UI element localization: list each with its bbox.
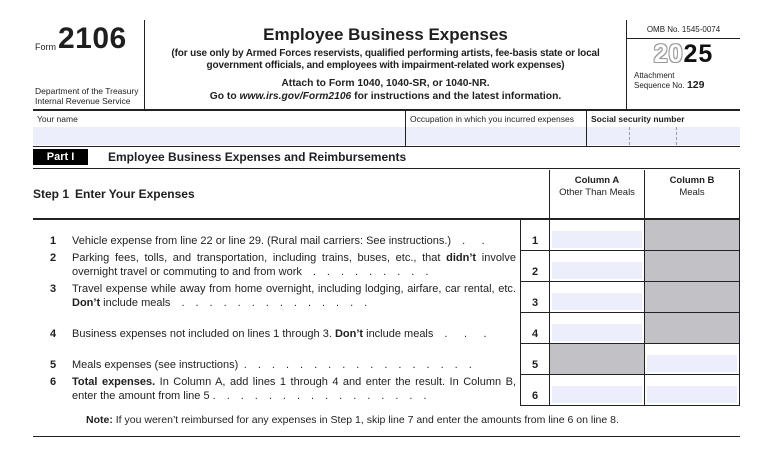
part1-heading: Employee Business Expenses and Reimbursements (108, 150, 407, 164)
column-b-subtitle: Meals (679, 186, 705, 198)
dot-leader: . . . (433, 327, 487, 340)
line6-colB-cell (644, 375, 740, 406)
identity-row (33, 111, 740, 147)
line4-colA-field[interactable] (552, 324, 642, 341)
line6-box-number: 6 (520, 375, 549, 406)
ssn-cell (586, 111, 740, 146)
occupation-cell (405, 111, 586, 146)
line4-colB-shaded (644, 313, 740, 344)
form-number-block (33, 20, 145, 109)
line1-colB-shaded (644, 220, 740, 251)
subtitle-line-1: (for use only by Armed Forces reservists, qualified performing artists, fee-basis state or local (171, 48, 600, 59)
occupation-field[interactable] (406, 127, 586, 145)
your-name-label: Your name (37, 114, 78, 124)
step1-band (33, 170, 740, 218)
your-name-cell (33, 111, 405, 146)
line2-colA-field[interactable] (552, 262, 642, 279)
line4-description (33, 313, 520, 344)
step1-heading: Step 1 Enter Your Expenses (33, 187, 195, 201)
line3-colB-shaded (644, 282, 740, 313)
omb-number: OMB No. 1545-0074 (627, 20, 740, 39)
table-row-line5 (33, 344, 740, 375)
line6-description (33, 375, 520, 406)
line4-colA-cell (549, 313, 644, 344)
bottom-rule (33, 436, 740, 437)
your-name-field[interactable] (33, 127, 405, 145)
occupation-label: Occupation in which you incurred expenses (410, 114, 574, 124)
dept-line-1: Department of the Treasury (35, 86, 139, 96)
form-title: Employee Business Expenses (263, 25, 508, 44)
irs-url-text: www.irs.gov/Form2106 (239, 90, 352, 102)
column-a-header (549, 170, 644, 218)
line4-item-number: 4 (50, 327, 57, 340)
goto-instruction (145, 91, 626, 104)
subtitle-line-2: government officials, and employees with impairment-related work expenses) (206, 60, 565, 71)
sequence-number: 129 (686, 78, 705, 91)
dot-leader: . . . . . . . . . . . . . . . (215, 389, 427, 402)
expense-table (33, 218, 740, 406)
dot-leader: . . (451, 234, 485, 247)
ssn-label: Social security number (591, 114, 685, 124)
table-row-line4 (33, 313, 740, 344)
note-text: If you weren’t reimbursed for any expenses in Step 1, skip line 7 and enter the amounts from line 6 on line 8. (112, 414, 619, 426)
column-a-subtitle: Other Than Meals (559, 186, 635, 198)
ssn-separator-2 (676, 127, 677, 145)
table-row-line6 (33, 375, 740, 406)
line1-colA-cell (549, 220, 644, 251)
sequence-label: Sequence No. (634, 80, 687, 90)
line6-colA-cell (549, 375, 644, 406)
part1-rule (33, 168, 740, 169)
line4-text: Business expenses not included on lines 1 through 3. Don’t include meals . . . (72, 327, 487, 340)
dot-leader: . . . . . . . . . . . . . . (170, 296, 368, 309)
note-label: Note: (86, 414, 113, 426)
goto-pre: Go to (209, 90, 240, 102)
line1-box-number: 1 (520, 220, 549, 251)
line3-description (33, 282, 520, 313)
line5-box-number: 5 (520, 344, 549, 375)
form-word: Form (35, 42, 56, 52)
line5-colB-field[interactable] (647, 355, 737, 372)
line6-colA-field[interactable] (552, 386, 642, 403)
part1-header (33, 149, 740, 165)
column-b-header (644, 170, 740, 218)
table-row-line1 (33, 220, 740, 251)
step1-spacer (520, 170, 549, 218)
line4-box-number: 4 (520, 313, 549, 344)
line2-colA-cell (549, 251, 644, 282)
line5-description (33, 344, 520, 375)
step1-note (86, 414, 619, 426)
line2-box-number: 2 (520, 251, 549, 282)
line3-box-number: 3 (520, 282, 549, 313)
year-outline-part: 20 (653, 40, 684, 68)
line5-text: Meals expenses (see instructions) . . . . . . . . . . . . . . . . . (72, 358, 472, 371)
line5-item-number: 5 (50, 358, 57, 371)
line2-item-number: 2 (50, 252, 57, 264)
form-number: 2106 (58, 22, 127, 55)
line3-colA-field[interactable] (552, 293, 642, 310)
form-title-block (145, 20, 627, 109)
line6-colB-field[interactable] (647, 386, 737, 403)
line2-colB-shaded (644, 251, 740, 282)
attach-instruction: Attach to Form 1040, 1040-SR, or 1040-NR. (281, 78, 490, 89)
department-lines (35, 86, 138, 106)
line1-item-number: 1 (50, 234, 57, 247)
table-row-line2 (33, 251, 740, 282)
table-row-line3 (33, 282, 740, 313)
line2-description (33, 251, 520, 282)
line3-item-number: 3 (50, 283, 57, 295)
line5-colA-shaded (549, 344, 644, 375)
form-header (33, 20, 740, 111)
year-bold-part: 25 (683, 40, 714, 68)
goto-post: for instructions and the latest information. (351, 90, 562, 102)
line3-text: Travel expense while away from home overnight, including lodging, airfare, car rental, etc. Don’t include meals . . . . . . . . . . . . . . (72, 283, 516, 309)
line3-colA-cell (549, 282, 644, 313)
line1-colA-field[interactable] (552, 231, 642, 248)
dot-leader: . . . . . . . . . (301, 265, 429, 278)
ssn-field[interactable] (587, 127, 740, 145)
line1-description (33, 220, 520, 251)
dot-leader: . . . . . . . . . . . . . . . . . (238, 358, 472, 371)
part1-badge: Part I (33, 149, 88, 165)
ssn-separator-1 (629, 127, 630, 145)
line2-text: Parking fees, tolls, and transportation, including trains, buses, etc., that didn’t involve overnight travel or commuting to and from work . . . . . . . . . (72, 252, 516, 278)
line6-text: Total expenses. In Column A, add lines 1 through 4 and enter the result. In Column B, enter the amount from line 5 . . . . . . . . . . . . . . . . (72, 376, 516, 402)
column-a-title: Column A (574, 175, 620, 186)
tax-year (627, 40, 740, 69)
omb-year-block (627, 20, 740, 109)
column-b-title: Column B (669, 175, 715, 186)
dept-line-2: Internal Revenue Service (35, 96, 131, 106)
line6-item-number: 6 (50, 376, 57, 388)
attachment-sequence (627, 71, 740, 90)
line1-text: Vehicle expense from line 22 or line 29. (Rural mail carriers: See instructions.) . . (72, 234, 485, 247)
line5-colB-cell (644, 344, 740, 375)
attachment-label: Attachment (634, 71, 675, 80)
form-subtitle (145, 48, 626, 72)
